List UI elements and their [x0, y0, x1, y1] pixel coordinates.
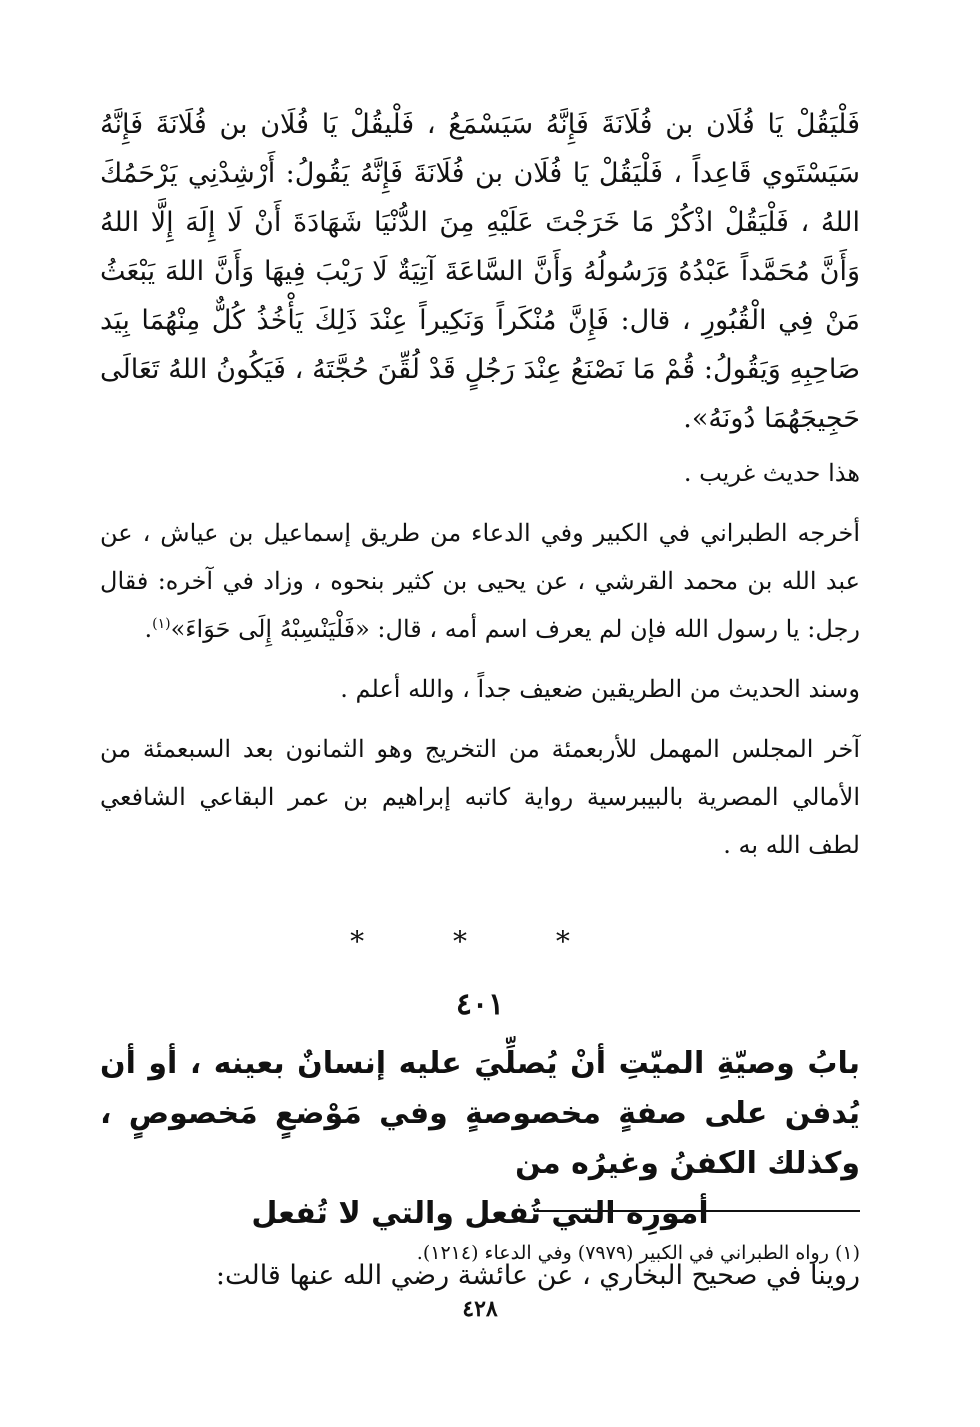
hadith-grading: هذا حديث غريب . — [683, 459, 860, 487]
chapter-intro-line: روينا في صحيح البخاري ، عن عائشة رضي الله عنها قالت: — [215, 1260, 860, 1291]
section-number: ٤٠١ — [455, 987, 505, 1022]
takhrij-text: أخرجه الطبراني في الكبير وفي الدعاء من طريق إسماعيل بن عياش ، عن عبد الله بن محمد القرشي ، عن يحيى بن كثير بنحوه ، وزاد في آخره: فقال رجل: يا رسول الله فإن لم يعرف اسم أمه ، قال: «فَلْيَنْسِبْهُ إِلَى حَوَاءَ» — [100, 519, 860, 643]
footnote-divider — [534, 1210, 860, 1212]
book-page — [100, 100, 860, 1340]
footnote-reference[interactable]: (١) — [152, 616, 171, 632]
page-number: ٤٢٨ — [462, 1296, 498, 1322]
chain-note: وسند الحديث من الطريقين ضعيف جداً ، والله أعلم . — [340, 675, 860, 703]
takhrij-end: . — [144, 615, 153, 643]
section-separator: * * * — [350, 925, 610, 958]
chapter-title-last-line: أمورِه التي تُفعل والتي لا تُفعل — [251, 1196, 709, 1231]
chapter-title-main: بابُ وصيّةِ الميّتِ أنْ يُصلِّيَ عليه إنسانٌ بعينه ، أو أن يُدفن على صفةٍ مخصوصةٍ وفي مَوْضعٍ مَخصوصٍ ، وكذلك الكفنُ وغيرُه من — [100, 1046, 860, 1181]
colophon: آخر المجلس المهمل للأربعمئة من التخريج وهو الثمانون بعد السبعمئة من الأمالي المصرية بالبيبرسية رواية كاتبه إبراهيم بن عمر البقاعي الشافعي لطف الله به . — [100, 735, 861, 859]
footnote: (١) رواه الطبراني في الكبير (٧٩٧٩) وفي الدعاء (١٢١٤). — [416, 1242, 860, 1264]
hadith-continuation: فَلْيَقُلْ يَا فُلَان بن فُلَانَةَ فَإِنَّهُ سَيَسْمَعُ ، فَلْيقُلْ يَا فُلَان بن فُلَانَةَ فَإِنَّهُ سَيَسْتَوي قَاعِداً ، فَلْيَقُلْ يَا فُلَان بن فُلَانَةَ فَإِنَّهُ يَقُولُ: أَرْشِدْنِي يَرْحَمُكَ اللهُ ، فَلْيَقُلْ اذْكُرْ مَا خَرَجْتَ عَلَيْهِ مِنَ الدُّنْيَا شَهَادَةَ أَنْ لَا إِلَهَ إِلَّا اللهُ وَأَنَّ مُحَمَّداً عَبْدُهُ وَرَسُولُهُ وَأَنَّ السَّاعَةَ آتِيَةٌ لَا رَيْبَ فِيهَا وَأَنَّ اللهَ يَبْعَثُ مَنْ فِي الْقُبُورِ ، قال: فَإِنَّ مُنْكَراً وَنَكِيراً عِنْدَ ذَلِكَ يَأْخُذُ كُلٌّ مِنْهُمَا بِيَد صَاحِبِهِ وَيَقُولُ: قُمْ مَا نَصْنَعُ عِنْدَ رَجُلٍ قَدْ لُقِّنَ حُجَّتَهُ ، فَيَكُونُ اللهُ تَعَالَى حَجِيجَهُمَا دُونَهُ». — [100, 109, 860, 434]
takhrij-paragraph — [100, 509, 860, 653]
chapter-title — [100, 1039, 860, 1239]
